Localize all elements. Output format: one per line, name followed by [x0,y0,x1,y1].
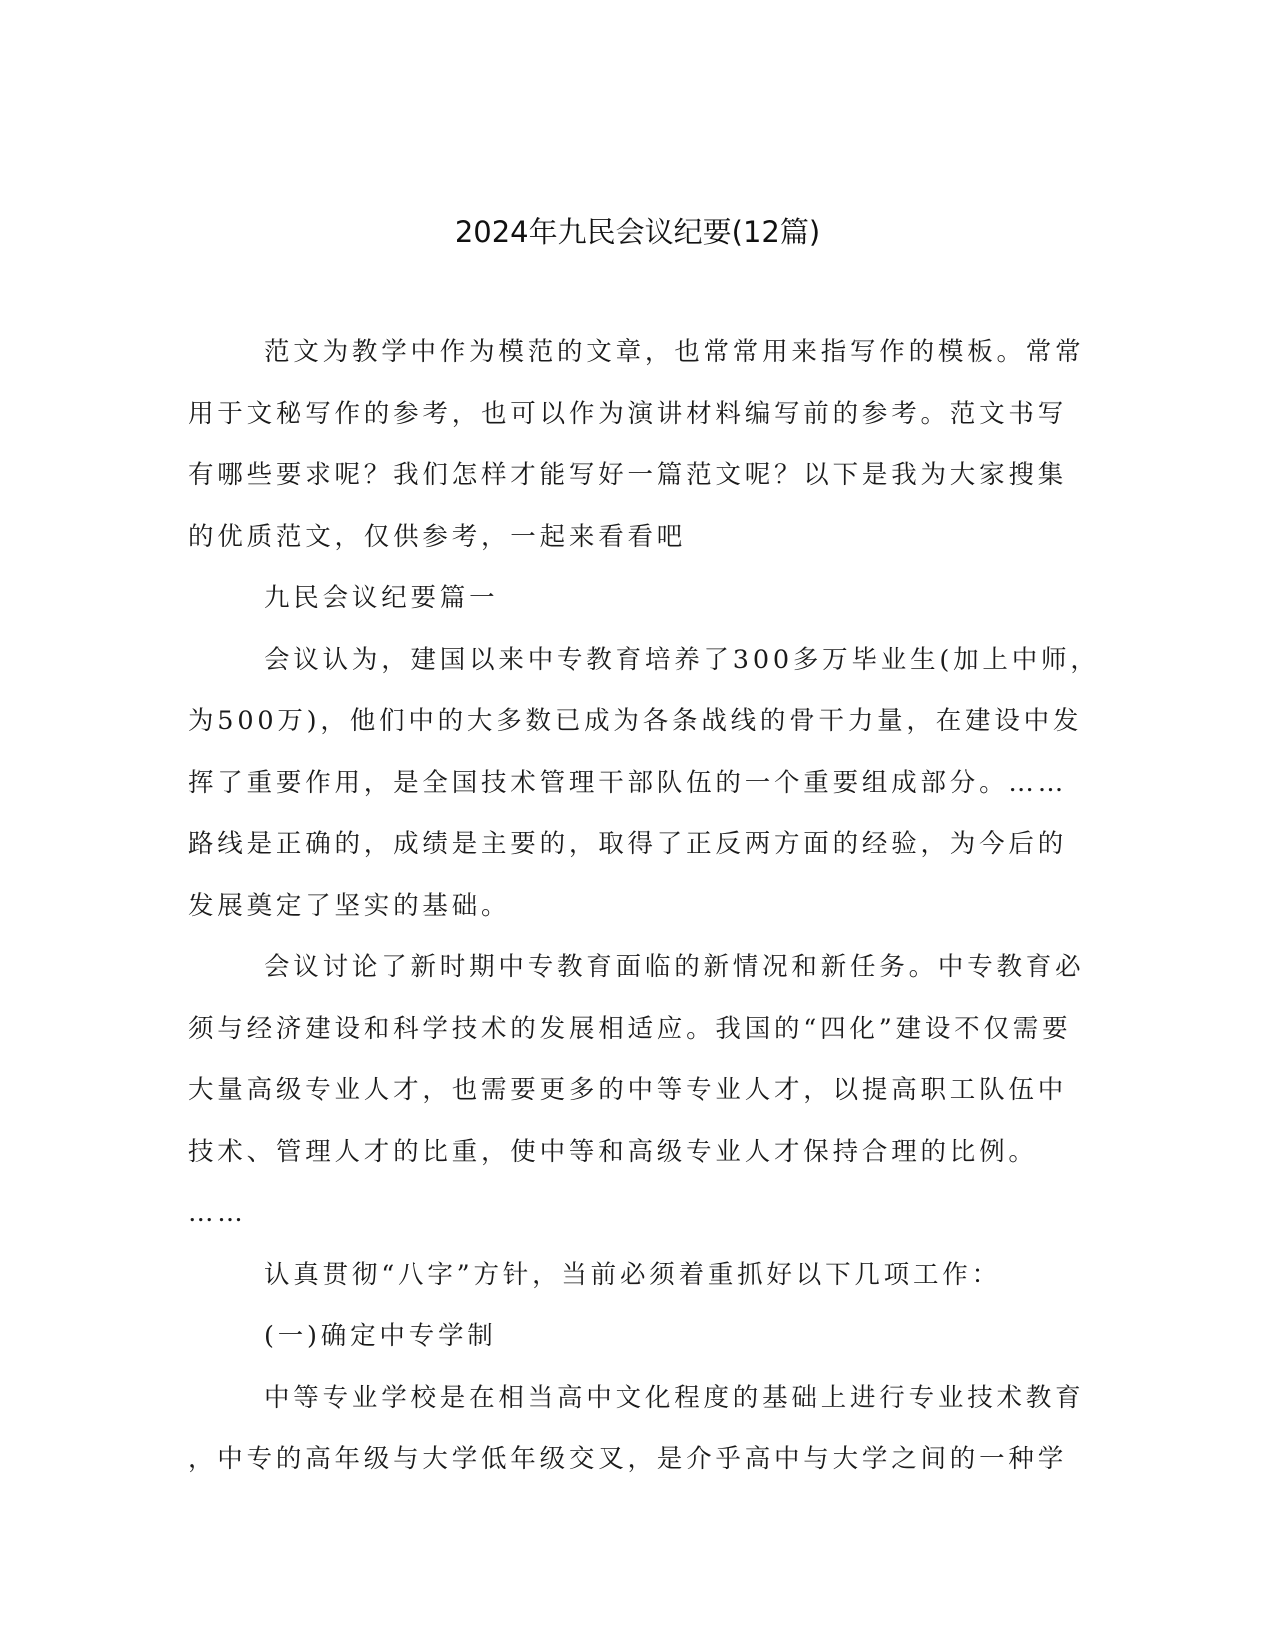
body-line: 的优质范文，仅供参考，一起来看看吧 [188,521,687,552]
body-line: 挥了重要作用，是全国技术管理干部队伍的一个重要组成部分。…… [188,767,1068,798]
body-line: …… [188,1198,247,1228]
section-heading: 九民会议纪要篇一 [264,583,499,613]
document-title: 2024年九民会议纪要(12篇) [454,215,821,249]
subsection-heading: (一)确定中专学制 [264,1321,497,1351]
body-line: 会议讨论了新时期中专教育面临的新情况和新任务。中专教育必 [264,952,1085,982]
body-line: 技术、管理人才的比重，使中等和高级专业人才保持合理的比例。 [188,1136,1038,1167]
body-line: 路线是正确的，成绩是主要的，取得了正反两方面的经验，为今后的 [188,829,1068,859]
body-line: 范文为教学中作为模范的文章，也常常用来指写作的模板。常常 [264,337,1085,367]
body-line: 认真贯彻“八字”方针，当前必须着重抓好以下几项工作： [264,1259,1001,1290]
body-line: 会议认为，建国以来中专教育培养了300多万毕业生(加上中师， [264,644,1100,675]
body-line: 须与经济建设和科学技术的发展相适应。我国的“四化”建设不仅需要 [188,1013,1072,1044]
body-line: 为500万)，他们中的大多数已成为各条战线的骨干力量，在建设中发 [188,706,1083,736]
body-line: 用于文秘写作的参考，也可以作为演讲材料编写前的参考。范文书写 [188,398,1068,429]
body-line: 有哪些要求呢？我们怎样才能写好一篇范文呢？以下是我为大家搜集 [188,460,1068,490]
document-body [188,322,1100,1491]
body-line: 大量高级专业人才，也需要更多的中等专业人才，以提高职工队伍中 [188,1075,1068,1105]
body-line: 中等专业学校是在相当高中文化程度的基础上进行专业技术教育 [264,1382,1085,1413]
body-line: 发展奠定了坚实的基础。 [188,890,511,921]
body-line: ，中专的高年级与大学低年级交叉，是介乎高中与大学之间的一种学 [188,1444,1068,1474]
